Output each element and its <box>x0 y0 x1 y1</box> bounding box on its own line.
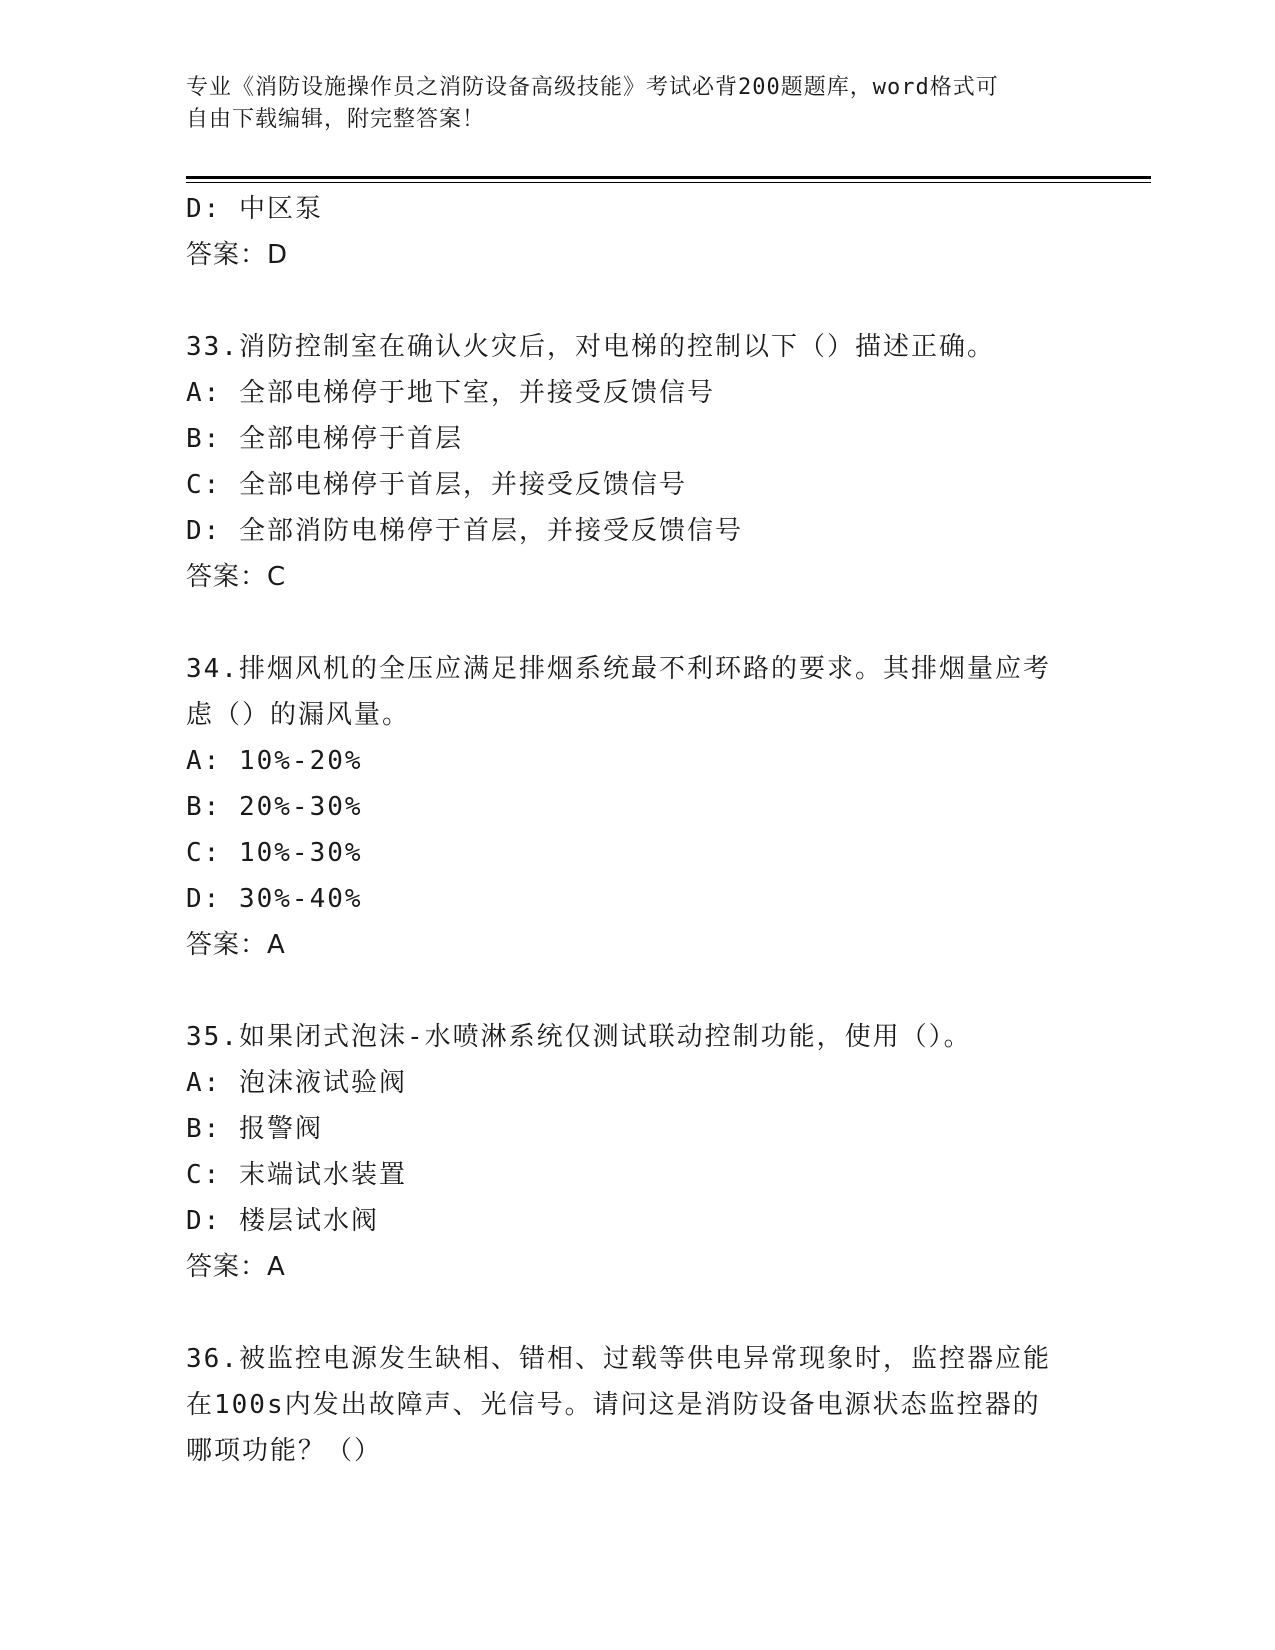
question-stem: 33.消防控制室在确认火灾后，对电梯的控制以下（）描述正确。 <box>186 332 995 362</box>
question-stem-line-1: 36.被监控电源发生缺相、错相、过载等供电异常现象时，监控器应能 <box>186 1344 1051 1374</box>
option-d: D: 楼层试水阀 <box>186 1206 379 1236</box>
option-d: D: 全部消防电梯停于首层，并接受反馈信号 <box>186 516 743 546</box>
question-33 <box>186 324 1076 600</box>
question-stem-line-2: 在100s内发出故障声、光信号。请问这是消防设备电源状态监控器的 <box>186 1390 1041 1420</box>
option-c: C: 末端试水装置 <box>186 1160 407 1190</box>
page-header <box>186 72 1066 136</box>
header-rule-thick <box>186 176 1151 179</box>
option-a: A: 10%-20% <box>186 746 363 776</box>
header-rule-thin <box>186 182 1151 183</box>
spacer <box>186 968 1076 1014</box>
option-a: A: 全部电梯停于地下室，并接受反馈信号 <box>186 378 715 408</box>
question-content <box>186 186 1076 1474</box>
question-stem: 35.如果闭式泡沫-水喷淋系统仅测试联动控制功能，使用（）。 <box>186 1022 972 1052</box>
spacer <box>186 600 1076 646</box>
option-b: B: 报警阀 <box>186 1114 323 1144</box>
spacer <box>186 1290 1076 1336</box>
question-34 <box>186 646 1076 968</box>
question-stem-line-2: 虑（）的漏风量。 <box>186 700 411 730</box>
answer: 答案：C <box>186 562 287 592</box>
option-d-continued: D: 中区泵 <box>186 194 323 224</box>
option-b: B: 全部电梯停于首层 <box>186 424 463 454</box>
question-36 <box>186 1336 1076 1474</box>
option-d: D: 30%-40% <box>186 884 363 914</box>
option-b: B: 20%-30% <box>186 792 363 822</box>
option-c: C: 10%-30% <box>186 838 363 868</box>
answer-continued: 答案：D <box>186 240 289 270</box>
question-stem-line-1: 34.排烟风机的全压应满足排烟系统最不利环路的要求。其排烟量应考 <box>186 654 1051 684</box>
answer: 答案：A <box>186 1252 286 1282</box>
question-35 <box>186 1014 1076 1290</box>
question-stem-line-3: 哪项功能？（） <box>186 1436 383 1466</box>
option-c: C: 全部电梯停于首层，并接受反馈信号 <box>186 470 687 500</box>
answer: 答案：A <box>186 930 286 960</box>
header-line-2: 自由下载编辑，附完整答案！ <box>186 107 486 132</box>
header-line-1: 专业《消防设施操作员之消防设备高级技能》考试必背200题题库，word格式可 <box>186 75 999 100</box>
spacer <box>186 278 1076 324</box>
option-a: A: 泡沫液试验阀 <box>186 1068 407 1098</box>
